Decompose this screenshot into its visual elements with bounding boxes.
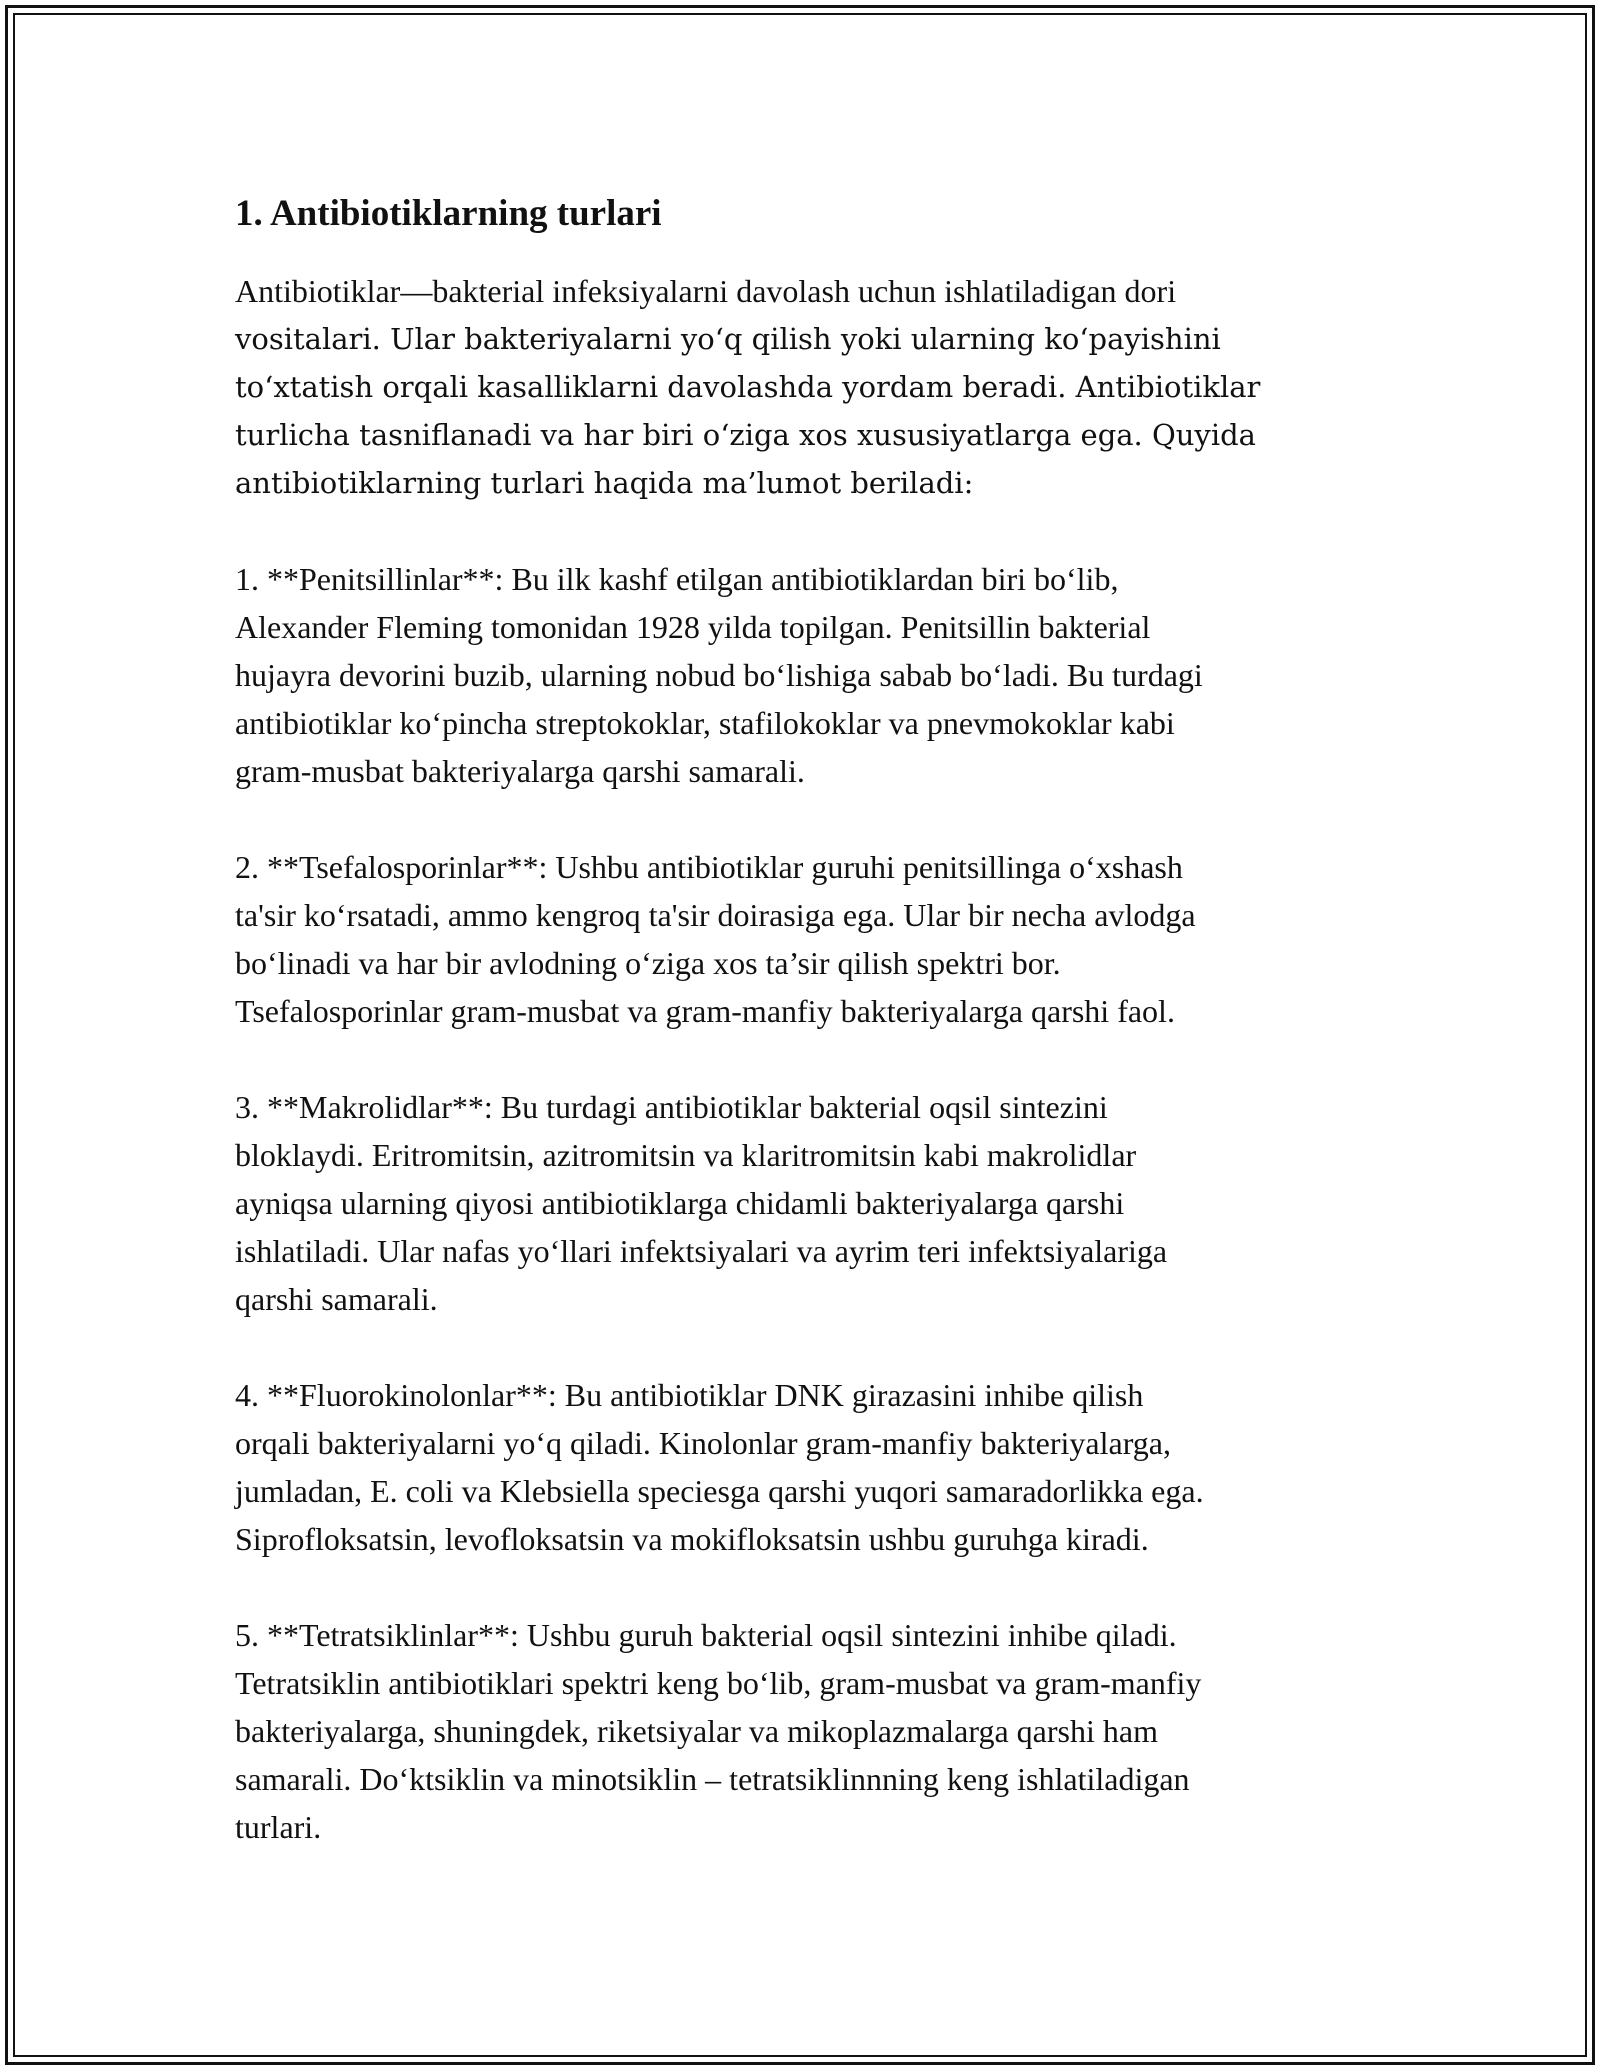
text-line: Siprofloksatsin, levofloksatsin va mokifloksatsin ushbu guruhga kiradi. bbox=[235, 1521, 1149, 1557]
text-line: orqali bakteriyalarni yo‘q qiladi. Kinolonlar gram-manfiy bakteriyalarga, bbox=[235, 1425, 1171, 1461]
paragraph-intro bbox=[235, 267, 1365, 507]
text-line: bo‘linadi va har bir avlodning o‘ziga xos ta’sir qilish spektri bor. bbox=[235, 945, 1061, 981]
text-line: bakteriyalarga, shuningdek, riketsiyalar va mikoplazmalarga qarshi ham bbox=[235, 1713, 1158, 1749]
text-line: 3. **Makrolidlar**: Bu turdagi antibiotiklar bakterial oqsil sintezini bbox=[235, 1089, 1108, 1125]
text-line: Tetratsiklin antibiotiklari spektri keng bo‘lib, gram-musbat va gram-manfiy bbox=[235, 1665, 1202, 1701]
text-line: jumladan, E. coli va Klebsiella speciesga qarshi yuqori samaradorlikka ega. bbox=[235, 1473, 1204, 1509]
text-line: Tsefalosporinlar gram-musbat va gram-manfiy bakteriyalarga qarshi faol. bbox=[235, 993, 1175, 1029]
text-line: turlari. bbox=[235, 1809, 322, 1845]
text-line: turlicha tasniflanadi va har biri o‘ziga xos xususiyatlarga ega. Quyida bbox=[235, 418, 1256, 452]
paragraph-penitsillinlar bbox=[235, 555, 1365, 795]
text-line: ishlatiladi. Ular nafas yo‘llari infektsiyalari va ayrim teri infektsiyalariga bbox=[235, 1233, 1168, 1269]
text-line: qarshi samarali. bbox=[235, 1281, 438, 1317]
text-line: 1. **Penitsillinlar**: Bu ilk kashf etilgan antibiotiklardan biri bo‘lib, bbox=[235, 561, 1119, 597]
text-line: to‘xtatish orqali kasalliklarni davolashda yordam beradi. Antibiotiklar bbox=[235, 370, 1261, 404]
text-line: ayniqsa ularning qiyosi antibiotiklarga chidamli bakteriyalarga qarshi bbox=[235, 1185, 1125, 1221]
paragraph-tsefalosporinlar bbox=[235, 843, 1365, 1035]
text-line: Alexander Fleming tomonidan 1928 yilda topilgan. Penitsillin bakterial bbox=[235, 609, 1151, 645]
text-line: 2. **Tsefalosporinlar**: Ushbu antibiotiklar guruhi penitsillinga o‘xshash bbox=[235, 849, 1183, 885]
text-line: 5. **Tetratsiklinlar**: Ushbu guruh bakterial oqsil sintezini inhibe qiladi. bbox=[235, 1617, 1177, 1653]
page-title: 1. Antibiotiklarning turlari bbox=[235, 193, 662, 234]
text-line: gram-musbat bakteriyalarga qarshi samarali. bbox=[235, 753, 805, 789]
text-line: antibiotiklarning turlari haqida ma’lumot beriladi: bbox=[235, 466, 974, 500]
paragraph-fluorokinolonlar bbox=[235, 1371, 1365, 1563]
text-line: Antibiotiklar—bakterial infeksiyalarni davolash uchun ishlatiladigan dori bbox=[235, 273, 1177, 309]
text-line: bloklaydi. Eritromitsin, azitromitsin va klaritromitsin kabi makrolidlar bbox=[235, 1137, 1137, 1173]
text-line: samarali. Do‘ktsiklin va minotsiklin – tetratsiklinnning keng ishlatiladigan bbox=[235, 1761, 1190, 1797]
paragraph-makrolidlar bbox=[235, 1083, 1365, 1323]
text-line: ta'sir ko‘rsatadi, ammo kengroq ta'sir doirasiga ega. Ular bir necha avlodga bbox=[235, 897, 1196, 933]
paragraph-tetratsiklinlar bbox=[235, 1611, 1365, 1851]
document-body bbox=[235, 182, 1365, 1899]
text-line: antibiotiklar ko‘pincha streptokoklar, stafilokoklar va pnevmokoklar kabi bbox=[235, 705, 1175, 741]
text-line: vositalari. Ular bakteriyalarni yo‘q qilish yoki ularning ko‘payishini bbox=[235, 322, 1221, 356]
text-line: hujayra devorini buzib, ularning nobud bo‘lishiga sabab bo‘ladi. Bu turdagi bbox=[235, 657, 1203, 693]
text-line: 4. **Fluorokinolonlar**: Bu antibiotiklar DNK girazasini inhibe qilish bbox=[235, 1377, 1144, 1413]
